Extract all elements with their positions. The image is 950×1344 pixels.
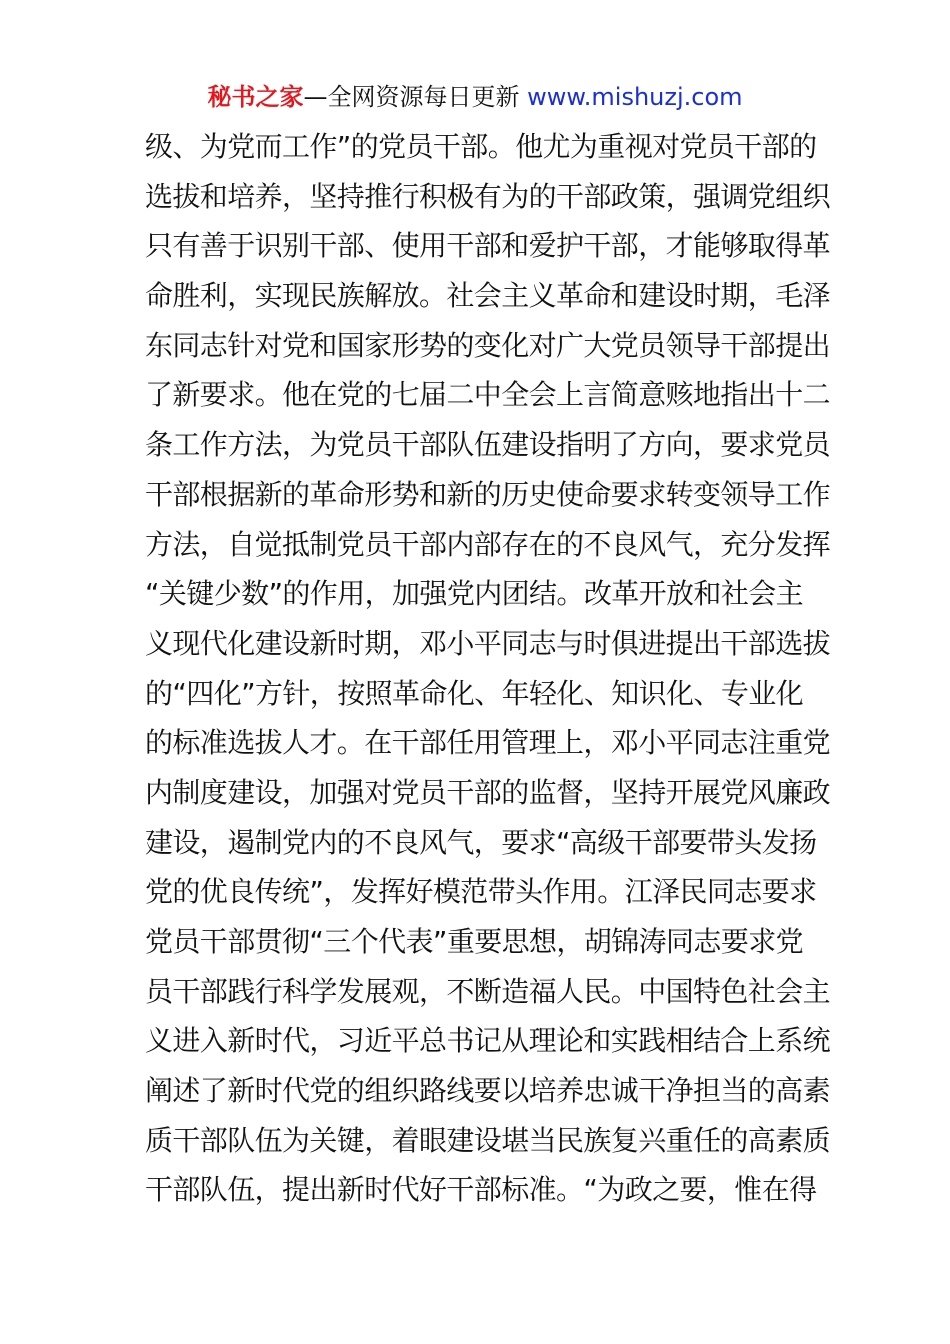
paragraph-line: 建设，遏制党内的不良风气，要求“高级干部要带头发扬	[145, 825, 817, 859]
paragraph-line: 的标准选拔人才。在干部任用管理上，邓小平同志注重党	[145, 726, 831, 760]
paragraph-line: 选拔和培养，坚持推行积极有为的干部政策，强调党组织	[145, 179, 831, 213]
paragraph-line: 党员干部贯彻“三个代表”重要思想，胡锦涛同志要求党	[145, 925, 804, 958]
paragraph-line: 方法，自觉抵制党员干部内部存在的不良风气，充分发挥	[145, 527, 831, 561]
paragraph-line: 阐述了新时代党的组织路线要以培养忠诚干净担当的高素	[145, 1074, 831, 1108]
paragraph-line: 命胜利，实现民族解放。社会主义革命和建设时期，毛泽	[145, 279, 831, 313]
paragraph-line: 干部队伍，提出新时代好干部标准。“为政之要，惟在得	[145, 1173, 817, 1207]
brand-name: 秘书之家	[207, 83, 304, 111]
website-url[interactable]: www.mishuzj.com	[527, 83, 743, 111]
paragraph-line: 干部根据新的革命形势和新的历史使命要求转变领导工作	[145, 477, 831, 511]
paragraph-line: 义现代化建设新时期，邓小平同志与时俱进提出干部选拔	[145, 626, 831, 660]
paragraph-line: 条工作方法，为党员干部队伍建设指明了方向，要求党员	[145, 428, 831, 462]
paragraph-line: 内制度建设，加强对党员干部的监督，坚持开展党风廉政	[145, 775, 831, 809]
paragraph-line: 质干部队伍为关键，着眼建设堪当民族复兴重任的高素质	[145, 1123, 831, 1157]
header-tagline: —全网资源每日更新	[303, 83, 528, 111]
paragraph-line: 党的优良传统”，发挥好模范带头作用。江泽民同志要求	[145, 875, 817, 909]
paragraph-line: 义进入新时代，习近平总书记从理论和实践相结合上系统	[145, 1024, 831, 1058]
paragraph-line: 的“四化”方针，按照革命化、年轻化、知识化、专业化	[145, 676, 804, 710]
page-header	[0, 80, 950, 114]
paragraph-line: 只有善于识别干部、使用干部和爱护干部，才能够取得革	[145, 229, 831, 263]
document-body	[145, 122, 831, 1215]
paragraph-line: “关键少数”的作用，加强党内团结。改革开放和社会主	[145, 577, 804, 611]
paragraph-line: 了新要求。他在党的七届二中全会上言简意赅地指出十二	[145, 378, 831, 412]
paragraph-line: 东同志针对党和国家形势的变化对广大党员领导干部提出	[145, 328, 831, 362]
paragraph-line: 级、为党而工作”的党员干部。他尤为重视对党员干部的	[145, 130, 817, 163]
paragraph-line: 员干部践行科学发展观，不断造福人民。中国特色社会主	[145, 974, 831, 1008]
